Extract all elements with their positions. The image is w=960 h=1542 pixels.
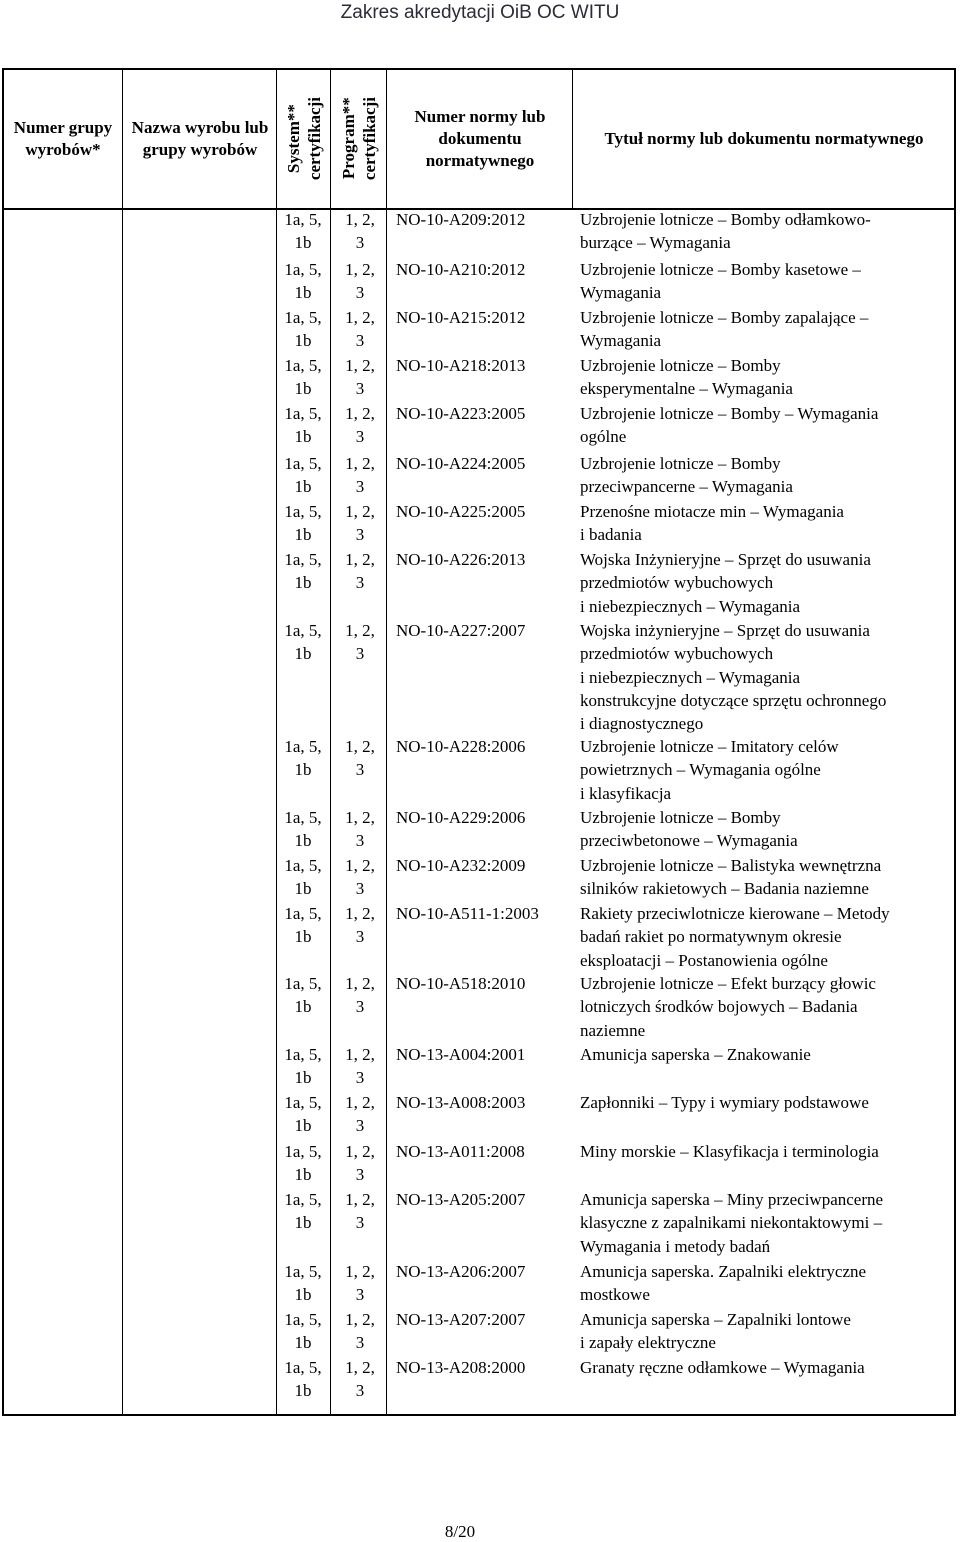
- norm-number-cell: NO-10-A225:2005: [396, 502, 526, 521]
- program-cell: 1, 2, 3: [345, 308, 375, 351]
- norm-number-cell: NO-10-A223:2005: [396, 404, 526, 423]
- norm-number-cell: NO-10-A226:2013: [396, 550, 526, 569]
- system-cell: 1a, 5, 1b: [284, 210, 322, 253]
- program-cell: 1, 2, 3: [345, 1190, 375, 1233]
- program-cell: 1, 2, 3: [345, 550, 375, 593]
- program-cell: 1, 2, 3: [345, 1310, 375, 1353]
- column-divider: [572, 70, 573, 208]
- system-cell: 1a, 5, 1b: [284, 621, 322, 664]
- norm-title-cell: Uzbrojenie lotnicze – Bomby przeciwpancerne – Wymagania: [580, 454, 793, 497]
- program-cell: 1, 2, 3: [345, 260, 375, 303]
- system-cell: 1a, 5, 1b: [284, 550, 322, 593]
- norm-title-cell: Amunicja saperska – Miny przeciwpancerne klasyczne z zapalnikami niekontaktowymi – Wymagania i metody badań: [580, 1190, 884, 1256]
- norm-number-cell: NO-10-A232:2009: [396, 856, 526, 875]
- system-cell: 1a, 5, 1b: [284, 974, 322, 1017]
- norm-number-cell: NO-10-A518:2010: [396, 974, 526, 993]
- program-cell: 1, 2, 3: [345, 1358, 375, 1401]
- system-cell: 1a, 5, 1b: [284, 1045, 322, 1088]
- program-cell: 1, 2, 3: [345, 1045, 375, 1088]
- header-group-no: Numer grupy wyrobów*: [13, 118, 113, 159]
- norm-title-cell: Rakiety przeciwlotnicze kierowane – Metody badań rakiet po normatywnym okresie eksploatacji – Postanowienia ogólne: [580, 904, 890, 970]
- norm-title-cell: Miny morskie – Klasyfikacja i terminologia: [580, 1142, 879, 1161]
- norm-number-cell: NO-10-A229:2006: [396, 808, 526, 827]
- norm-title-cell: Uzbrojenie lotnicze – Bomby odłamkowo- burzące – Wymagania: [580, 210, 871, 253]
- system-cell: 1a, 5, 1b: [284, 502, 322, 545]
- system-cell: 1a, 5, 1b: [284, 737, 322, 780]
- column-divider: [276, 70, 277, 208]
- column-divider: [386, 210, 387, 1416]
- header-program: [332, 70, 386, 208]
- norm-number-cell: NO-13-A011:2008: [396, 1142, 525, 1161]
- norm-number-cell: NO-10-A210:2012: [396, 260, 526, 279]
- norm-title-cell: Uzbrojenie lotnicze – Bomby eksperymentalne – Wymagania: [580, 356, 793, 399]
- norm-title-cell: Granaty ręczne odłamkowe – Wymagania: [580, 1358, 865, 1377]
- norm-number-cell: NO-10-A215:2012: [396, 308, 526, 327]
- program-cell: 1, 2, 3: [345, 356, 375, 399]
- system-cell: 1a, 5, 1b: [284, 454, 322, 497]
- norm-title-cell: Amunicja saperska – Znakowanie: [580, 1045, 811, 1064]
- norm-title-cell: Uzbrojenie lotnicze – Balistyka wewnętrzna silników rakietowych – Badania naziemne: [580, 856, 882, 899]
- norm-title-cell: Uzbrojenie lotnicze – Efekt burzący głowic lotniczych środków bojowych – Badania naziemne: [580, 974, 876, 1040]
- program-cell: 1, 2, 3: [345, 1262, 375, 1305]
- header-norm-title: Tytuł normy lub dokumentu normatywnego: [604, 129, 924, 148]
- header-system: [278, 70, 330, 208]
- column-divider: [122, 70, 123, 208]
- norm-number-cell: NO-10-A227:2007: [396, 621, 526, 640]
- norm-title-cell: Amunicja saperska – Zapalniki lontowe i zapały elektryczne: [580, 1310, 851, 1353]
- norm-title-cell: Zapłonniki – Typy i wymiary podstawowe: [580, 1093, 869, 1112]
- system-cell: 1a, 5, 1b: [284, 1190, 322, 1233]
- system-cell: 1a, 5, 1b: [284, 808, 322, 851]
- header-program-label: Program** certyfikacji: [339, 97, 379, 181]
- norm-title-cell: Amunicja saperska. Zapalniki elektryczne mostkowe: [580, 1262, 867, 1305]
- norm-number-cell: NO-10-A224:2005: [396, 454, 526, 473]
- program-cell: 1, 2, 3: [345, 1142, 375, 1185]
- header-product-name: Nazwa wyrobu lub grupy wyrobów: [131, 118, 269, 159]
- system-cell: 1a, 5, 1b: [284, 308, 322, 351]
- norm-title-cell: Wojska inżynieryjne – Sprzęt do usuwania przedmiotów wybuchowych i niebezpiecznych – Wymagania konstrukcyjne dotyczące sprzętu ochronnego i diagnostycznego: [580, 621, 887, 734]
- norm-title-cell: Uzbrojenie lotnicze – Bomby kasetowe – Wymagania: [580, 260, 861, 303]
- program-cell: 1, 2, 3: [345, 856, 375, 899]
- system-cell: 1a, 5, 1b: [284, 1093, 322, 1136]
- header-system-label: System** certyfikacji: [284, 97, 324, 181]
- norm-title-cell: Uzbrojenie lotnicze – Bomby zapalające – Wymagania: [580, 308, 869, 351]
- program-cell: 1, 2, 3: [345, 454, 375, 497]
- document-header: Zakres akredytacji OiB OC WITU: [340, 2, 620, 23]
- program-cell: 1, 2, 3: [345, 210, 375, 253]
- program-cell: 1, 2, 3: [345, 1093, 375, 1136]
- header-norm-no: Numer normy lub dokumentu normatywnego: [414, 107, 546, 170]
- system-cell: 1a, 5, 1b: [284, 1142, 322, 1185]
- norm-title-cell: Uzbrojenie lotnicze – Bomby – Wymagania ogólne: [580, 404, 879, 447]
- program-cell: 1, 2, 3: [345, 404, 375, 447]
- system-cell: 1a, 5, 1b: [284, 1358, 322, 1401]
- column-divider: [330, 210, 331, 1416]
- norm-number-cell: NO-10-A218:2013: [396, 356, 526, 375]
- system-cell: 1a, 5, 1b: [284, 260, 322, 303]
- program-cell: 1, 2, 3: [345, 621, 375, 664]
- system-cell: 1a, 5, 1b: [284, 1262, 322, 1305]
- table-header-row: [4, 70, 954, 210]
- norm-title-cell: Uzbrojenie lotnicze – Bomby przeciwbetonowe – Wymagania: [580, 808, 798, 851]
- norm-title-cell: Uzbrojenie lotnicze – Imitatory celów powietrznych – Wymagania ogólne i klasyfikacja: [580, 737, 839, 803]
- column-divider: [122, 210, 123, 1416]
- norm-number-cell: NO-13-A004:2001: [396, 1045, 526, 1064]
- norm-title-cell: Przenośne miotacze min – Wymagania i badania: [580, 502, 844, 545]
- norm-number-cell: NO-10-A228:2006: [396, 737, 526, 756]
- column-divider: [330, 70, 331, 208]
- column-divider: [386, 70, 387, 208]
- norm-number-cell: NO-13-A206:2007: [396, 1262, 526, 1281]
- system-cell: 1a, 5, 1b: [284, 856, 322, 899]
- system-cell: 1a, 5, 1b: [284, 356, 322, 399]
- system-cell: 1a, 5, 1b: [284, 1310, 322, 1353]
- system-cell: 1a, 5, 1b: [284, 904, 322, 947]
- program-cell: 1, 2, 3: [345, 808, 375, 851]
- system-cell: 1a, 5, 1b: [284, 404, 322, 447]
- norm-number-cell: NO-13-A205:2007: [396, 1190, 526, 1209]
- program-cell: 1, 2, 3: [345, 502, 375, 545]
- program-cell: 1, 2, 3: [345, 737, 375, 780]
- norm-title-cell: Wojska Inżynieryjne – Sprzęt do usuwania przedmiotów wybuchowych i niebezpiecznych – Wymagania: [580, 550, 871, 616]
- norm-number-cell: NO-10-A511-1:2003: [396, 904, 539, 923]
- norm-number-cell: NO-13-A208:2000: [396, 1358, 526, 1377]
- norm-number-cell: NO-13-A008:2003: [396, 1093, 526, 1112]
- page-number: 8/20: [444, 1522, 476, 1541]
- program-cell: 1, 2, 3: [345, 974, 375, 1017]
- norm-number-cell: NO-13-A207:2007: [396, 1310, 526, 1329]
- column-divider: [276, 210, 277, 1416]
- program-cell: 1, 2, 3: [345, 904, 375, 947]
- norm-number-cell: NO-10-A209:2012: [396, 210, 526, 229]
